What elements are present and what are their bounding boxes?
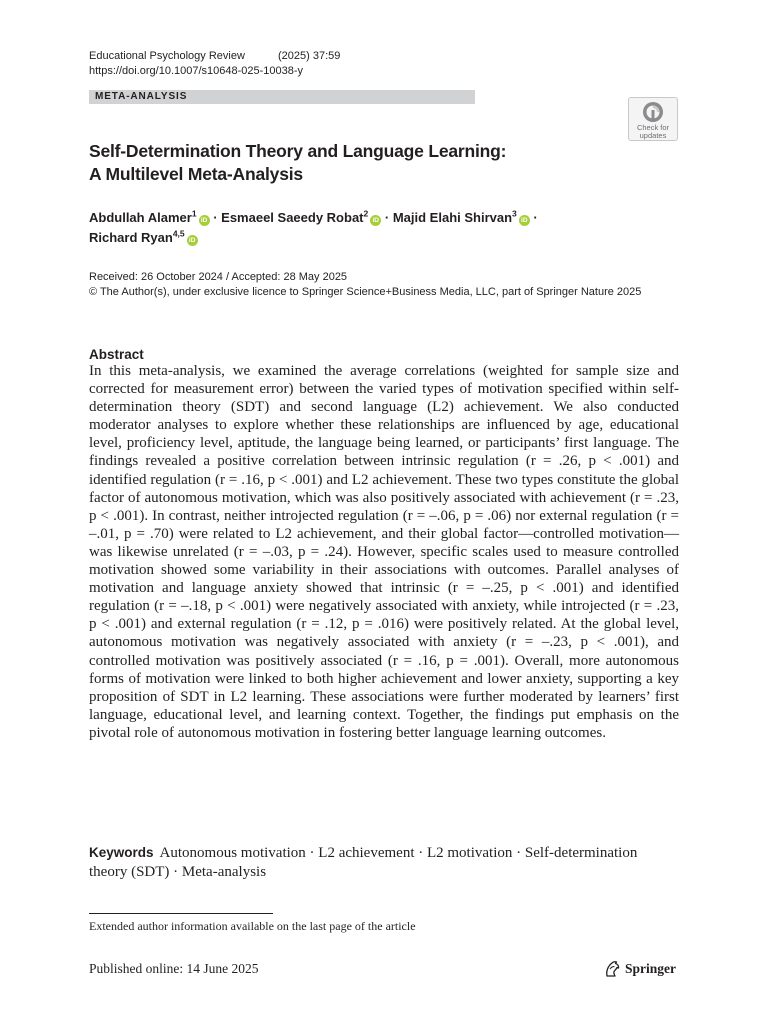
keywords-section xyxy=(89,844,679,881)
journal-name: Educational Psychology Review xyxy=(89,50,245,62)
author-list xyxy=(89,208,689,248)
article-history xyxy=(89,270,689,299)
received-accepted-dates: Received: 26 October 2024 / Accepted: 28 May 2025 xyxy=(89,271,348,283)
abstract-text: In this meta-analysis, we examined the average correlations (weighted for sample size and corrected for measurement error) between the varied types of motivation specified within self-determination theory (SDT) and second language (L2) achievement. We also conducted moderator analyses to explore whether these relationships are influenced by age, educational level, proficiency level, aptitude, the language being learned, or participants’ first language. The findings revealed a positive correlation between intrinsic regulation (r = .26, p < .001) and identified regulation (r = .16, p < .001) and L2 achievement. These two types constitute the global factor of autonomous motivation, which was also positively associated with achievement (r = .23, p < .001). In contrast, neither introjected regulation (r = –.06, p = .06) nor external regulation (r = –.01, p = .70) were related to L2 achievement, and their global factor—controlled motivation—was likewise unrelated (r = –.03, p = .24). However, specific scales used to measure controlled motivation showed some variability in their associations with outcomes. Parallel analyses of motivation and language anxiety showed that intrinsic (r = –.25, p < .001) and identified regulation (r = –.18, p < .001) were negatively associated with anxiety, while introjected (r = .23, p < .001) and external regulation (r = .12, p = .016) were positively related. At the global level, autonomous motivation was negatively associated with anxiety (r = –.23, p < .001), and controlled motivation was positively associated (r = .16, p = .001). Overall, more autonomous forms of motivation were linked to both higher achievement and lower anxiety, supporting a key proposition of SDT in L2 learning. These associations were further moderated by learners’ first language, educational level, and learning context. Together, the findings put emphasis on the pivotal role of autonomous motivation in fostering better language learning outcomes. xyxy=(89,363,679,741)
footnote-divider xyxy=(89,913,273,914)
orcid-icon[interactable]: iD xyxy=(199,215,210,226)
publisher-name: Springer xyxy=(625,961,677,976)
author-affiliation: 4,5 xyxy=(172,228,185,239)
author-affiliation: 2 xyxy=(363,208,369,219)
author-name[interactable]: Majid Elahi Shirvan xyxy=(392,210,513,225)
journal-volume: (2025) 37:59 xyxy=(277,50,341,62)
springer-horse-icon xyxy=(604,960,621,978)
author-separator: · xyxy=(533,210,538,225)
orcid-icon[interactable]: iD xyxy=(187,235,198,246)
check-for-updates-badge[interactable] xyxy=(628,97,678,141)
keywords-list: Autonomous motivation · L2 achievement · L2 motivation · Self-determination theory (SDT) · Meta-analysis xyxy=(89,845,638,880)
article-title xyxy=(89,140,649,186)
title-line-1: Self-Determination Theory and Language Learning: xyxy=(89,141,507,161)
author-affiliation: 3 xyxy=(512,208,517,219)
published-online-date: Published online: 14 June 2025 xyxy=(89,961,259,976)
orcid-icon[interactable]: iD xyxy=(519,215,530,226)
keywords-label: Keywords xyxy=(89,845,154,860)
springer-logo xyxy=(604,959,676,979)
author-affiliation: 1 xyxy=(191,208,197,219)
author-name[interactable]: Richard Ryan xyxy=(89,230,173,245)
orcid-icon[interactable]: iD xyxy=(370,215,381,226)
author-separator: · xyxy=(213,210,218,225)
author-separator: · xyxy=(384,210,390,225)
check-updates-label: Check for updates xyxy=(636,123,670,140)
abstract-heading: Abstract xyxy=(89,347,144,362)
title-line-2: A Multilevel Meta-Analysis xyxy=(89,164,303,184)
check-updates-icon xyxy=(642,101,664,123)
copyright-notice: © The Author(s), under exclusive licence to Springer Science+Business Media, LLC, part of Springer Nature 2025 xyxy=(89,285,642,298)
author-name[interactable]: Esmaeel Saeedy Robat xyxy=(221,210,364,225)
author-info-footnote: Extended author information available on the last page of the article xyxy=(89,919,416,933)
author-name[interactable]: Abdullah Alamer xyxy=(89,210,192,225)
doi-link[interactable]: https://doi.org/10.1007/s10648-025-10038-y xyxy=(89,65,304,77)
journal-header xyxy=(89,49,340,64)
section-label: META-ANALYSIS xyxy=(89,90,475,104)
